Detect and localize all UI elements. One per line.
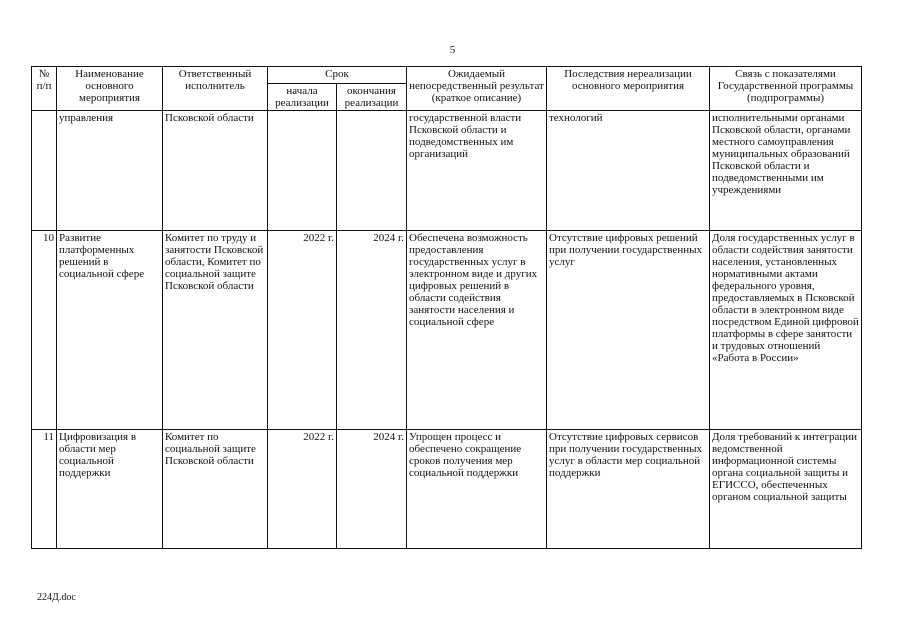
header-term: Срок	[268, 67, 407, 84]
cell-consequences: Отсутствие цифровых сервисов при получении государственных услуг в области мер социальной поддержки	[547, 430, 710, 549]
cell-start: 2022 г.	[268, 231, 337, 430]
cell-result: государственной власти Псковской области и подведомственных им организаций	[407, 111, 547, 231]
header-consequences: Последствия нереализации основного мероприятия	[547, 67, 710, 111]
cell-link: исполнительными органами Псковской области, органами местного самоуправления муниципальных образований Псковской области и подведомственными им учреждениями	[710, 111, 862, 231]
cell-name: Развитие платформенных решений в социальной сфере	[57, 231, 163, 430]
header-num: № п/п	[32, 67, 57, 111]
cell-start: 2022 г.	[268, 430, 337, 549]
cell-num: 11	[32, 430, 57, 549]
cell-name: управления	[57, 111, 163, 231]
header-result: Ожидаемый непосредственный результат (краткое описание)	[407, 67, 547, 111]
cell-responsible: Комитет по социальной защите Псковской области	[163, 430, 268, 549]
cell-link: Доля требований к интеграции ведомственной информационной системы органа социальной защиты и ЕГИССО, обеспеченных органом социальной защиты	[710, 430, 862, 549]
cell-result: Упрощен процесс и обеспечено сокращение сроков получения мер социальной поддержки	[407, 430, 547, 549]
cell-consequences: технологий	[547, 111, 710, 231]
cell-responsible: Комитет по труду и занятости Псковской области, Комитет по социальной защите Псковской области	[163, 231, 268, 430]
measures-table	[31, 66, 862, 549]
cell-start	[268, 111, 337, 231]
header-responsible: Ответственный исполнитель	[163, 67, 268, 111]
cell-responsible: Псковской области	[163, 111, 268, 231]
header-term-start: начала реализации	[268, 84, 337, 111]
cell-link: Доля государственных услуг в области содействия занятости населения, установленных нормативными актами федерального уровня, предоставляемых в Псковской области в электронном виде посредством Единой цифровой платформы в сфере занятости и трудовых отношений «Работа в России»	[710, 231, 862, 430]
table-row	[32, 231, 862, 430]
cell-consequences: Отсутствие цифровых решений при получении государственных услуг	[547, 231, 710, 430]
cell-name: Цифровизация в области мер социальной поддержки	[57, 430, 163, 549]
file-name-footer: 224Д.doc	[37, 592, 76, 603]
cell-end: 2024 г.	[337, 231, 407, 430]
table-row	[32, 430, 862, 549]
header-name: Наименование основного мероприятия	[57, 67, 163, 111]
page-number: 5	[449, 44, 456, 56]
table-row	[32, 111, 862, 231]
cell-end	[337, 111, 407, 231]
header-link: Связь с показателями Государственной программы (подпрограммы)	[710, 67, 862, 111]
header-term-end: окончания реализации	[337, 84, 407, 111]
cell-end: 2024 г.	[337, 430, 407, 549]
table-header	[32, 67, 862, 111]
cell-num: 10	[32, 231, 57, 430]
cell-num	[32, 111, 57, 231]
cell-result: Обеспечена возможность предоставления государственных услуг в электронном виде и других цифровых решений в области содействия занятости населения и социальной сфере	[407, 231, 547, 430]
